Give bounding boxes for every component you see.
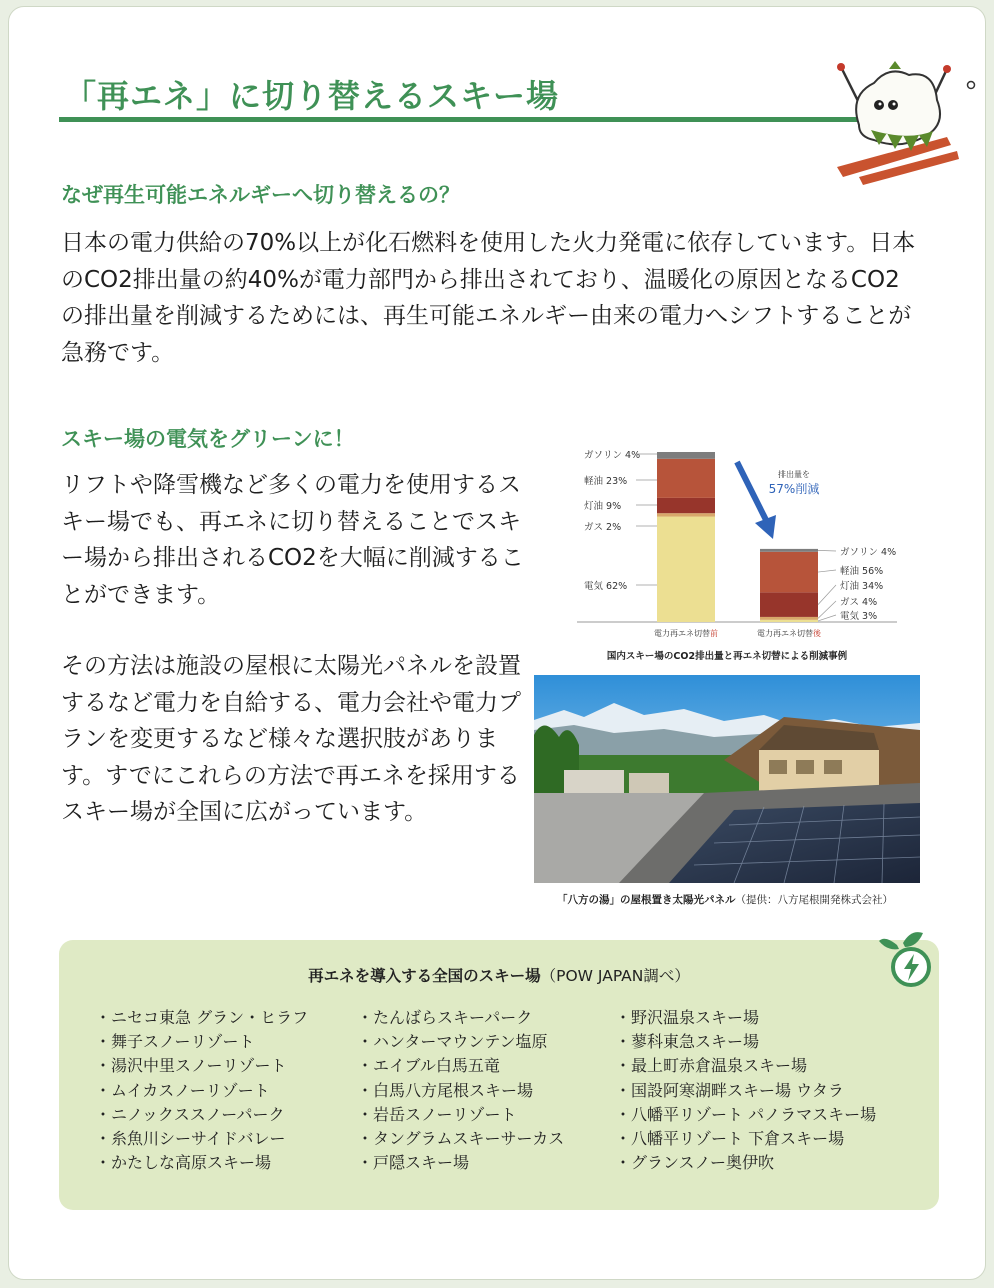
leader-line	[818, 550, 836, 551]
list-item: ・たんばらスキーパーク	[357, 1008, 533, 1027]
list-item: ・ニセコ東急 グラン・ヒラフ	[95, 1008, 309, 1027]
bar-segment-ガス	[657, 513, 715, 516]
page	[8, 6, 986, 1280]
list-item: ・ニノックススノーパーク	[95, 1104, 285, 1124]
solar-roof-photo	[534, 675, 920, 883]
page-title: 「再エネ」に切り替えるスキー場	[64, 77, 560, 115]
resorts-list-subtitle: （POW JAPAN調べ）	[540, 967, 690, 985]
title-underline	[59, 117, 859, 122]
list-item: ・エイブル白馬五竜	[357, 1056, 500, 1076]
bar-segment-軽油	[657, 459, 715, 498]
resorts-list-panel	[59, 940, 939, 1210]
list-item: ・糸魚川シーサイドバレー	[95, 1128, 286, 1148]
bar-segment-ガソリン	[657, 452, 715, 459]
resorts-column-1	[95, 1006, 308, 1175]
list-item: ・最上町赤倉温泉スキー場	[615, 1056, 808, 1076]
leader-line	[818, 570, 836, 572]
photo-caption-credit: （提供：八方尾根開発株式会社）	[735, 894, 893, 906]
list-item: ・舞子スノーリゾート	[95, 1032, 255, 1052]
section2-heading: スキー場の電気をグリーンに！	[61, 427, 355, 451]
annotation-line2: 57%削減	[768, 482, 820, 496]
list-item: ・グランスノー奥伊吹	[615, 1153, 775, 1173]
data-label-before-電気: 電気 62%	[584, 581, 628, 592]
data-label-before-ガス: ガス 2%	[584, 522, 622, 533]
list-item: ・国設阿寒湖畔スキー場 ウタラ	[615, 1080, 844, 1100]
leaf-lightning-icon	[877, 927, 941, 991]
resorts-column-3	[615, 1006, 876, 1175]
data-label-after-ガソリン: ガソリン 4%	[840, 547, 897, 558]
data-label-after-軽油: 軽油 56%	[840, 566, 884, 577]
reduction-arrow	[737, 462, 767, 522]
section2-body-2: その方法は施設の屋根に太陽光パネルを設置するなど電力を自給する、電力会社や電力プランを変更するなど様々な選択肢があります。すでにこれらの方法で再エネを採用するスキー場が全国に広がっています。	[61, 653, 521, 825]
section1-body: 日本の電力供給の70%以上が化石燃料を使用した火力発電に依存しています。日本のCO2排出量の約40%が電力部門から排出されており、温暖化の原因となるCO2の排出量を削減するためには、再生可能エネルギー由来の電力へシフトすることが急務です。	[61, 230, 916, 366]
list-item: ・戸隠スキー場	[357, 1153, 470, 1173]
list-item: ・ハンターマウンテン塩原	[357, 1032, 548, 1052]
list-item: ・野沢温泉スキー場	[615, 1008, 760, 1027]
list-item: ・ムイカスノーリゾート	[95, 1080, 270, 1100]
bar-segment-灯油	[657, 498, 715, 513]
bar-segment-電気	[657, 517, 715, 622]
co2-chart	[562, 437, 902, 667]
list-item: ・白馬八方尾根スキー場	[357, 1080, 534, 1100]
data-label-after-ガス: ガス 4%	[840, 597, 878, 608]
list-item: ・かたしな高原スキー場	[95, 1153, 272, 1173]
bar-segment-ガソリン	[760, 549, 818, 552]
section1-heading: なぜ再生可能エネルギーへ切り替えるの？	[61, 183, 460, 207]
data-label-before-灯油: 灯油 9%	[584, 501, 622, 512]
data-label-after-電気: 電気 3%	[840, 611, 878, 622]
category-label-1: 電力再エネ切替後	[757, 629, 821, 638]
data-label-before-ガソリン: ガソリン 4%	[584, 450, 641, 461]
list-item: ・岩岳スノーリゾート	[357, 1104, 517, 1124]
resorts-column-2	[357, 1006, 564, 1175]
resorts-list-title-main: 再エネを導入する全国のスキー場	[308, 967, 541, 985]
category-label-0: 電力再エネ切替前	[654, 629, 718, 638]
bar-segment-灯油	[760, 592, 818, 617]
data-label-before-軽油: 軽油 23%	[584, 476, 628, 487]
resorts-list-title	[59, 964, 939, 986]
list-item: ・蓼科東急スキー場	[615, 1032, 760, 1052]
leader-line	[818, 585, 836, 605]
co2-chart-svg	[562, 437, 902, 667]
section2-body-1: リフトや降雪機など多くの電力を使用するスキー場でも、再エネに切り替えることでスキー場から排出されるCO2を大幅に削減することができます。	[61, 472, 524, 608]
photo-caption-main: 「八方の湯」の屋根置き太陽光パネル	[557, 894, 736, 906]
list-item: ・タングラムスキーサーカス	[357, 1128, 565, 1148]
list-item: ・八幡平リゾート パノラマスキー場	[615, 1104, 877, 1124]
chart-title: 国内スキー場のCO2排出量と再エネ切替による削減事例	[606, 651, 848, 662]
photo-caption	[557, 892, 893, 907]
skiing-snowball-mascot-icon	[829, 55, 979, 185]
annotation-line1: 排出量を	[778, 470, 810, 479]
bar-segment-ガス	[760, 617, 818, 620]
data-label-after-灯油: 灯油 34%	[840, 581, 884, 592]
bar-segment-電気	[760, 620, 818, 622]
list-item: ・湯沢中里スノーリゾート	[95, 1056, 287, 1076]
bar-segment-軽油	[760, 552, 818, 593]
list-item: ・八幡平リゾート 下倉スキー場	[615, 1128, 845, 1148]
